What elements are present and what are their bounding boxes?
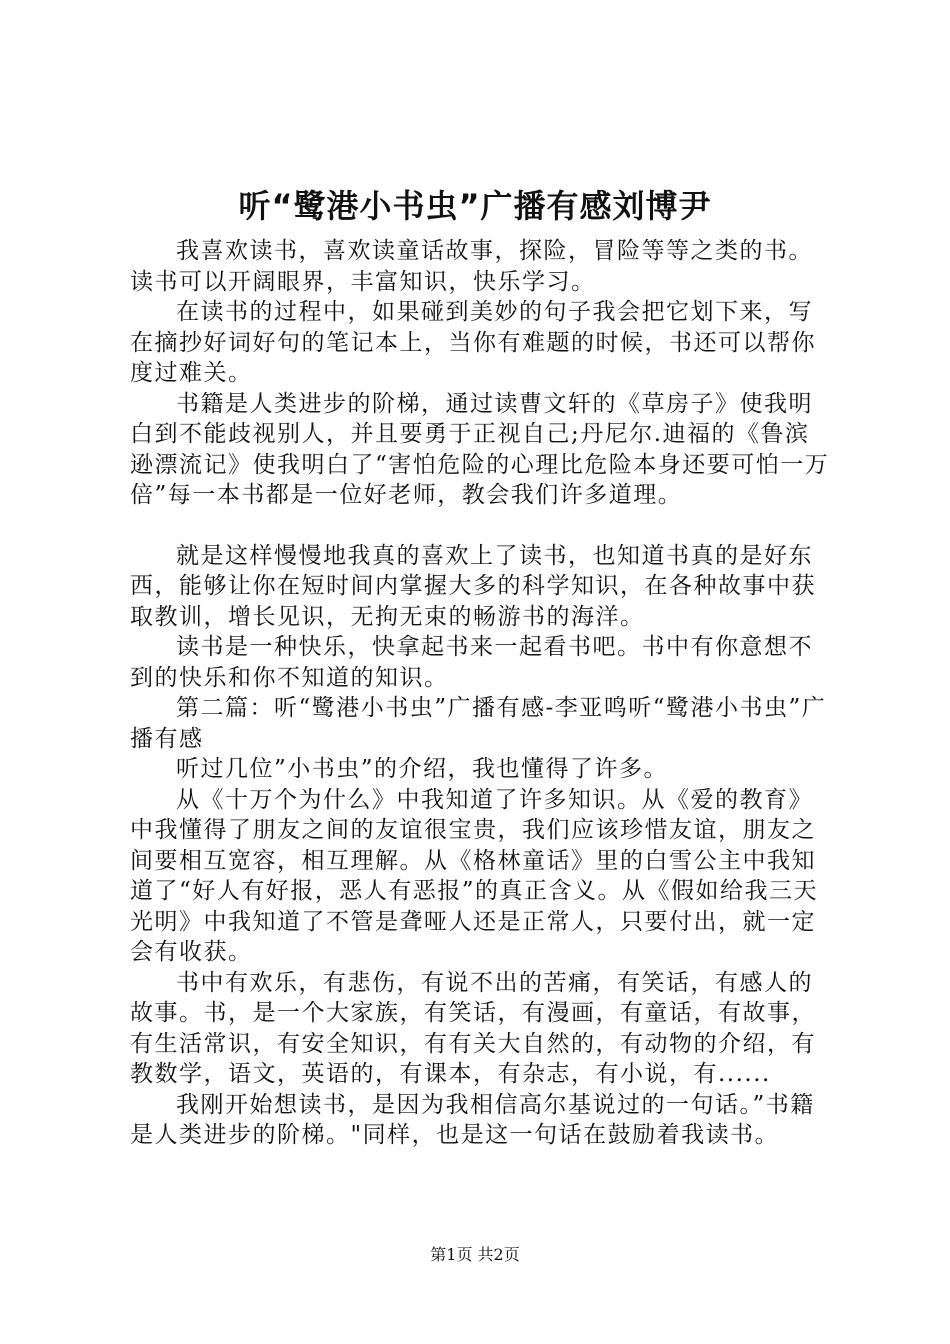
document-body	[130, 236, 830, 1151]
paragraph-5: 读书是一种快乐，快拿起书来一起看书吧。书中有你意想不到的快乐和你不知道的知识。	[130, 634, 813, 691]
paragraph-2: 在读书的过程中，如果碰到美妙的句子我会把它划下来，写在摘抄好词好句的笔记本上，当你有难题的时候，书还可以帮你度过难关。	[130, 299, 816, 386]
paragraph-8: 从《十万个为什么》中我知道了许多知识。从《爱的教育》中我懂得了朋友之间的友谊很宝贵，我们应该珍惜友谊，朋友之间要相互宽容，相互理解。从《格林童话》里的白雪公主中我知道了“好人有好报，恶人有恶报”的真正含义。从《假如给我三天光明》中我知道了不管是聋哑人还是正常人，只要付出，就一定会有收获。	[130, 786, 819, 965]
paragraph-9: 书中有欢乐，有悲伤，有说不出的苦痛，有笑话，有感人的故事。书，是一个大家族，有笑话，有漫画，有童话，有故事，有生活常识，有安全知识，有有关大自然的，有动物的介绍，有教数学，语文，英语的，有课本，有杂志，有小说，有......	[130, 969, 816, 1087]
paragraph-10: 我刚开始想读书，是因为我相信高尔基说过的一句话。”书籍是人类进步的阶梯。"同样，也是这一句话在鼓励着我读书。	[130, 1091, 815, 1148]
paragraph-7: 听过几位”小书虫”的介绍，我也懂得了许多。	[176, 756, 669, 782]
paragraph-6-second-article-heading: 第二篇：听“鹭港小书虫”广播有感-李亚鸣听“鹭港小书虫”广播有感	[130, 695, 827, 752]
document-title: 听“鹭港小书虫”广播有感刘博尹	[238, 187, 712, 225]
page-footer: 第1页 共2页	[430, 1245, 520, 1264]
paragraph-4: 就是这样慢慢地我真的喜欢上了读书，也知道书真的是好东西，能够让你在短时间内掌握大多的科学知识，在各种故事中获取教训，增长见识，无拘无束的畅游书的海洋。	[130, 542, 816, 630]
paragraph-1: 我喜欢读书，喜欢读童话故事，探险，冒险等等之类的书。读书可以开阔眼界，丰富知识，快乐学习。	[130, 238, 813, 295]
paragraph-3: 书籍是人类进步的阶梯，通过读曹文轩的《草房子》使我明白到不能歧视别人，并且要勇于正视自己;丹尼尔.迪福的《鲁滨逊漂流记》使我明白了“害怕危险的心理比危险本身还要可怕一万倍”每一本书都是一位好老师，教会我们许多道理。	[130, 390, 830, 508]
